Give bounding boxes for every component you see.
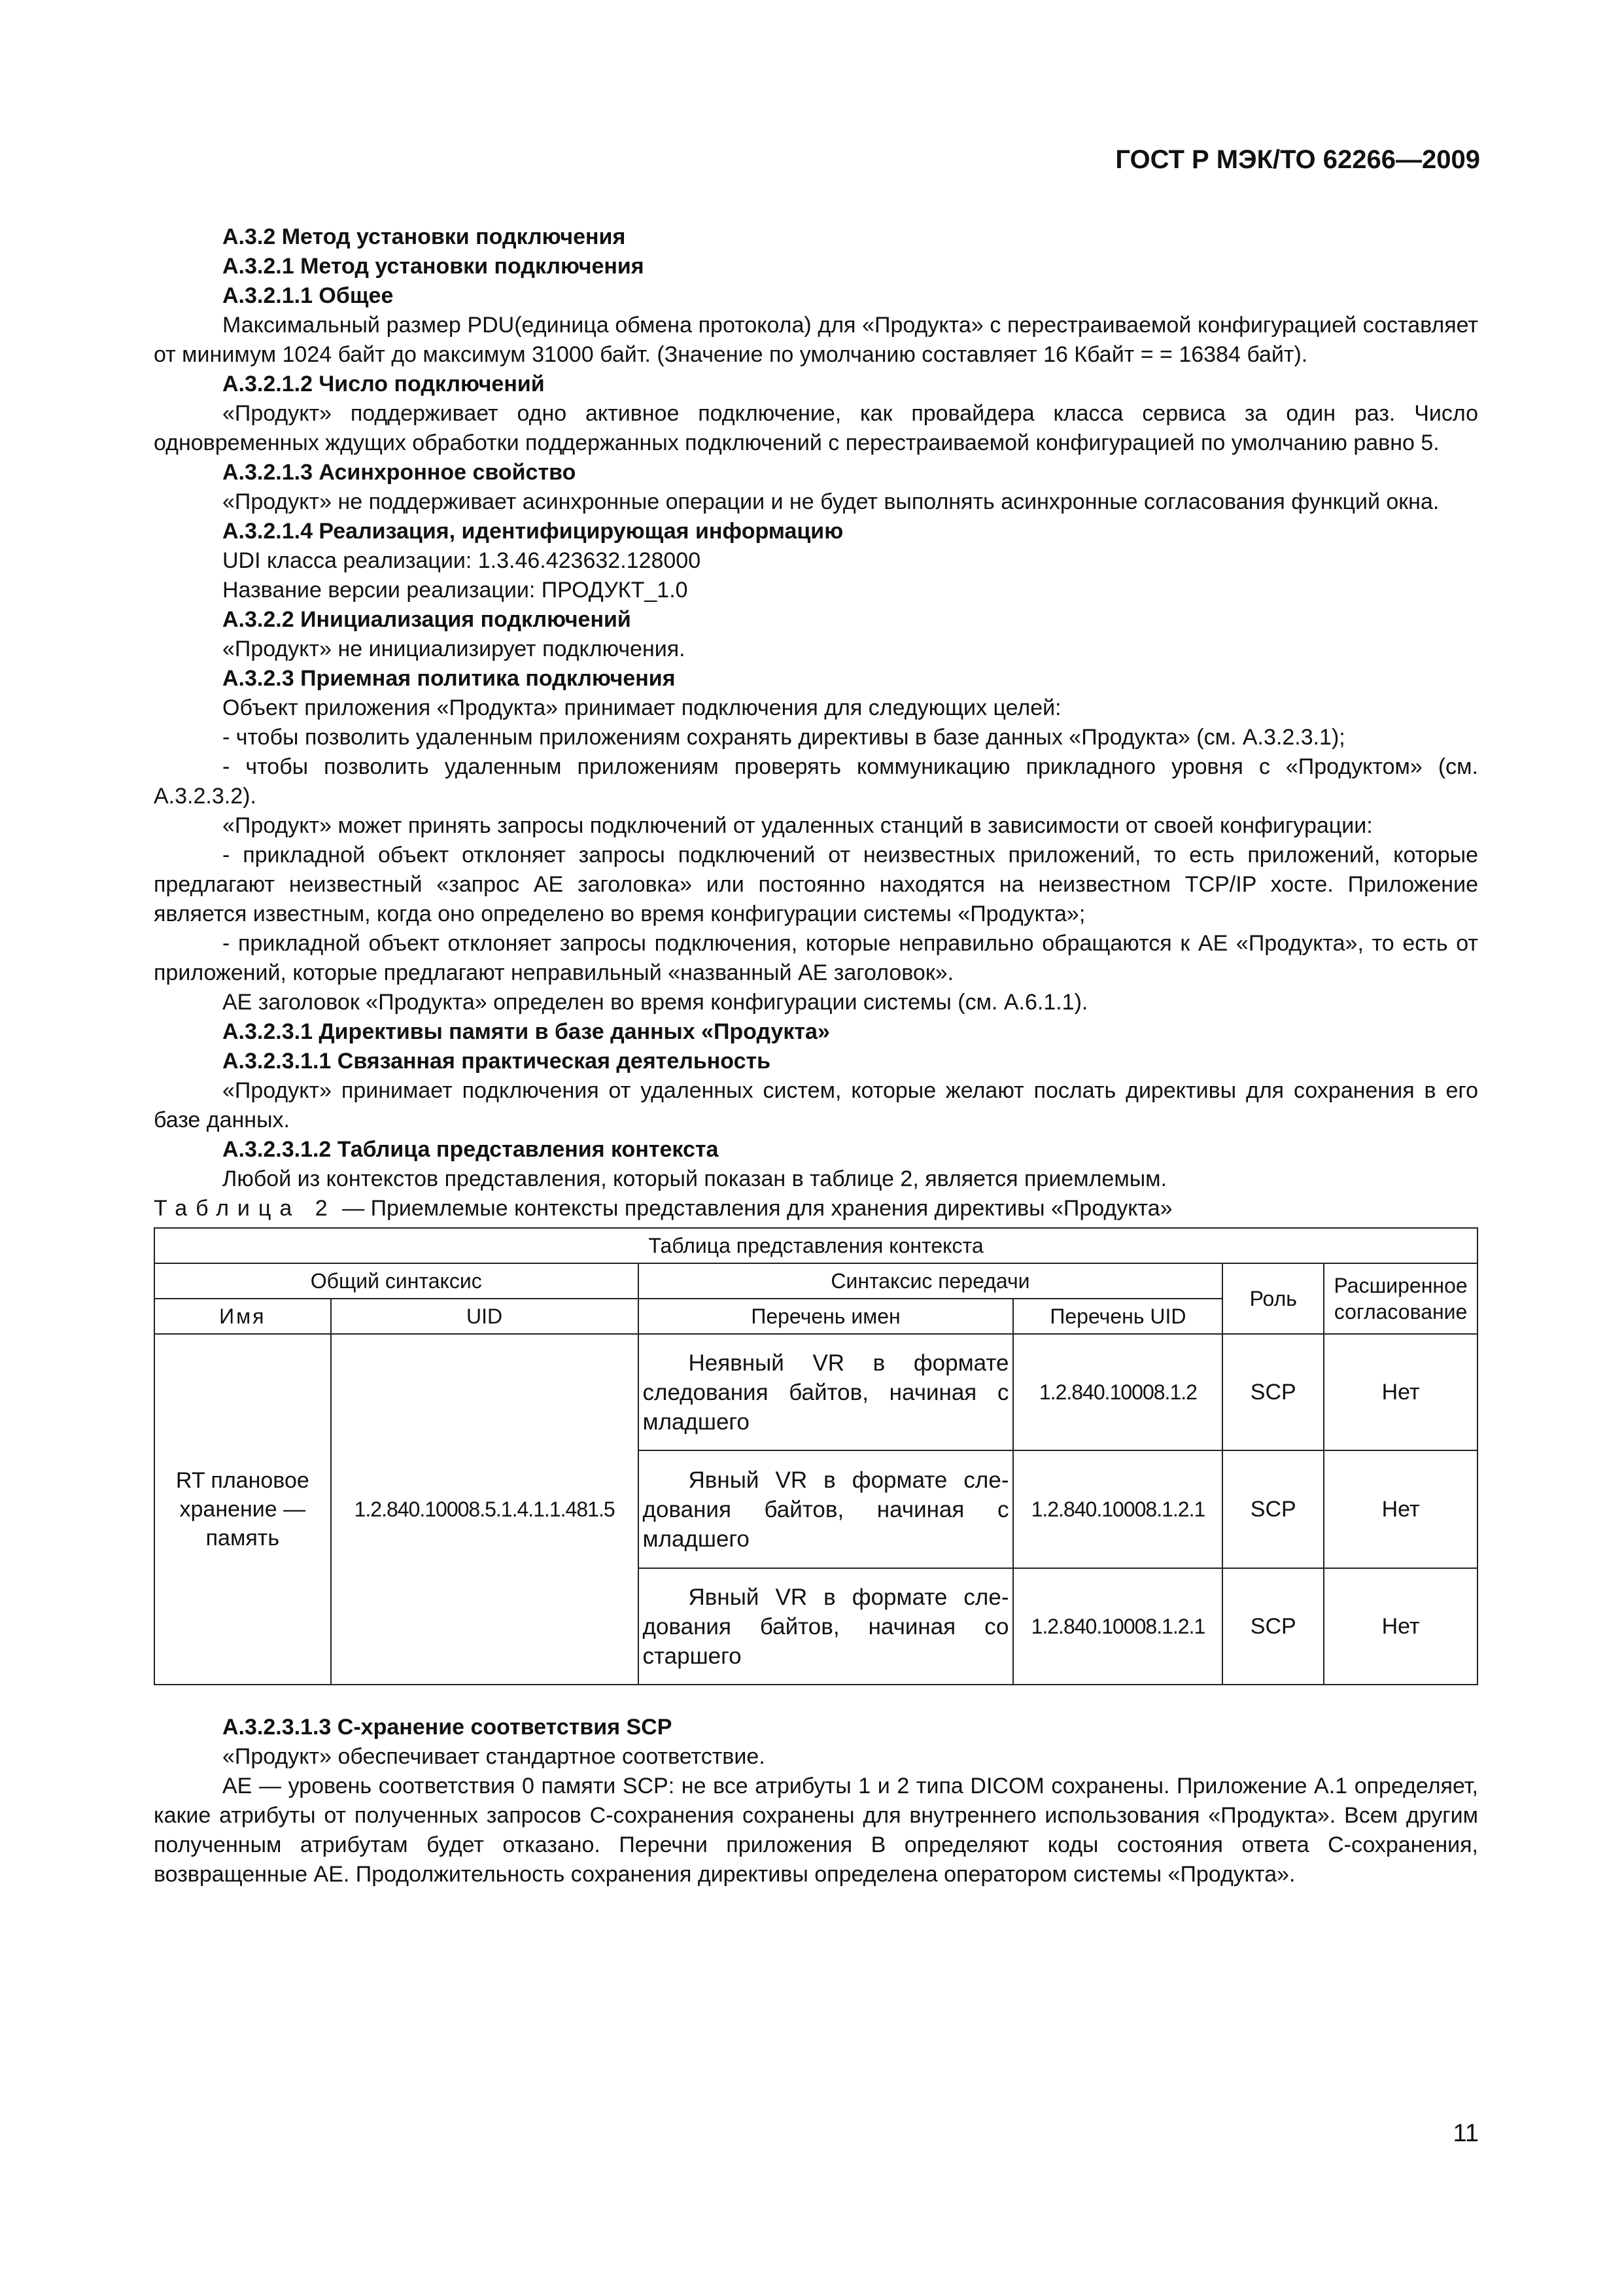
section-heading: А.3.2.1 Метод установки подключения [222,254,644,279]
body-paragraph: «Продукт» может принять запросы подключений от удаленных станций в зависимости от своей конфигурации: [222,813,1373,838]
table-title: Таблица представления контекста [154,1228,1477,1263]
header-abstract-syntax: Общий синтаксис [154,1263,638,1299]
body-paragraph: «Продукт» поддерживает одно активное подключение, как провайдера класса сервиса за один раз. Число одновременных ждущих обработки поддержанных подключений с перестраиваемой конфигурацией по умолчанию равно 5. [154,401,1478,455]
ts-name-cell [638,1450,1014,1568]
section-heading: А.3.2.3.1.2 Таблица представления контекста [222,1137,719,1162]
presentation-context-table [154,1227,1478,1685]
body-paragraph: АЕ — уровень соответствия 0 памяти SCP: не все атрибуты 1 и 2 типа DICOM сохранены. Приложение А.1 определяет, какие атрибуты от полученных запросов С-сохранения сохранены для внутреннего использования «Продукта». Всем другим полученным атрибутам будет отказано. Перечни приложения В определяют коды состояния ответа С-сохранения, возвращенные АЕ. Продолжительность сохранения директивы определена оператором системы «Продукта». [154,1774,1478,1887]
table-caption-text: — Приемлемые контексты представления для хранения директивы «Продукта» [336,1196,1173,1221]
ext-negotiation-cell: Нет [1324,1450,1477,1568]
section-heading: А.3.2.2 Инициализация подключений [222,607,631,632]
header-uid: UID [331,1299,638,1334]
body-paragraph: «Продукт» принимает подключения от удаленных систем, которые желают послать директивы для сохранения в его базе данных. [154,1078,1478,1132]
section-heading: А.3.2 Метод установки подключения [222,224,626,249]
body-paragraph: - прикладной объект отклоняет запросы подключения, которые неправильно обращаются к АЕ «Продукта», то есть от приложений, которые предлагают неправильный «названный АЕ заголовок». [154,931,1478,985]
body-paragraph: Название версии реализации: ПРОДУКТ_1.0 [222,578,688,603]
ext-negotiation-cell: Нет [1324,1568,1477,1685]
ts-name-cell [638,1568,1014,1685]
header-extended-negotiation: Расширенное согласование [1324,1263,1477,1334]
header-name: Имя [154,1299,331,1334]
body-paragraph: Объект приложения «Продукта» принимает подключения для следующих целей: [222,695,1062,720]
section-heading: А.3.2.3.1.1 Связанная практическая деятельность [222,1049,771,1074]
body-paragraph: UDI класса реализации: 1.3.46.423632.128000 [222,548,701,573]
table-caption [154,1194,1478,1223]
ext-negotiation-cell: Нет [1324,1334,1477,1450]
table-caption-label: Таблица 2 [154,1196,336,1221]
header-transfer-syntax: Синтаксис передачи [638,1263,1223,1299]
section-heading: А.3.2.1.3 Асинхронное свойство [222,460,576,485]
role-cell: SCP [1222,1334,1324,1450]
section-heading: А.3.2.1.4 Реализация, идентифицирующая информацию [222,519,844,544]
body-paragraph: - прикладной объект отклоняет запросы подключений от неизвестных приложений, то есть приложений, которые предлагают неизвестный «запрос АЕ заголовка» или постоянно находятся на неизвестном TCP/IP хосте. Приложение является известным, когда оно определено во время конфигурации системы «Продукта»; [154,843,1478,926]
section-c-store-conformance [154,1713,1478,1889]
section-connection-policy [154,222,1478,1194]
header-ts-names: Перечень имен [638,1299,1014,1334]
section-heading: А.3.2.3.1.3 С-хранение соответствия SCP [222,1715,672,1740]
ts-name-cell [638,1334,1014,1450]
document-body [154,222,1478,1889]
body-paragraph: «Продукт» обеспечивает стандартное соответствие. [222,1744,765,1769]
body-paragraph: Любой из контекстов представления, который показан в таблице 2, является приемлемым. [222,1166,1167,1191]
header-ts-uid: Перечень UID [1013,1299,1222,1334]
page-header: ГОСТ Р МЭК/ТО 62266—2009 [1115,145,1480,174]
body-paragraph: - чтобы позволить удаленным приложениям проверять коммуникацию прикладного уровня с «Продуктом» (см. А.3.2.3.2). [154,754,1478,809]
section-heading: А.3.2.3 Приемная политика подключения [222,666,676,691]
ts-uid-cell: 1.2.840.10008.1.2.1 [1013,1450,1222,1568]
abstract-syntax-name: RT плановое хранение — память [154,1334,331,1685]
ts-uid-cell: 1.2.840.10008.1.2 [1013,1334,1222,1450]
ts-uid-cell: 1.2.840.10008.1.2.1 [1013,1568,1222,1685]
ts-name-text: Неявный VR в формате следования байтов, начиная с младшего [642,1350,1009,1435]
page-number: 11 [1453,2120,1479,2147]
body-paragraph: АЕ заголовок «Продукта» определен во время конфигурации системы (см. А.6.1.1). [222,990,1088,1015]
abstract-syntax-uid: 1.2.840.10008.5.1.4.1.1.481.5 [331,1334,638,1685]
role-cell: SCP [1222,1568,1324,1685]
ts-name-text: Явный VR в формате следования байтов, начиная со старшего [642,1584,1009,1669]
section-heading: А.3.2.1.2 Число подключений [222,372,545,396]
body-paragraph: Максимальный размер PDU(единица обмена протокола) для «Продукта» с перестраиваемой конфигурацией составляет от минимум 1024 байт до максимум 31000 байт. (Значение по умолчанию составляет 16 Кбайт = = 16384 байт). [154,313,1478,367]
body-paragraph: «Продукт» не инициализирует подключения. [222,637,685,661]
header-role: Роль [1222,1263,1324,1334]
body-paragraph: «Продукт» не поддерживает асинхронные операции и не будет выполнять асинхронные согласования функций окна. [222,489,1440,514]
role-cell: SCP [1222,1450,1324,1568]
body-paragraph: - чтобы позволить удаленным приложениям сохранять директивы в базе данных «Продукта» (см. А.3.2.3.1); [222,725,1345,750]
section-heading: А.3.2.3.1 Директивы памяти в базе данных «Продукта» [222,1019,830,1044]
section-heading: А.3.2.1.1 Общее [222,283,394,308]
ts-name-text: Явный VR в формате следования байтов, начиная с младшего [642,1467,1009,1552]
